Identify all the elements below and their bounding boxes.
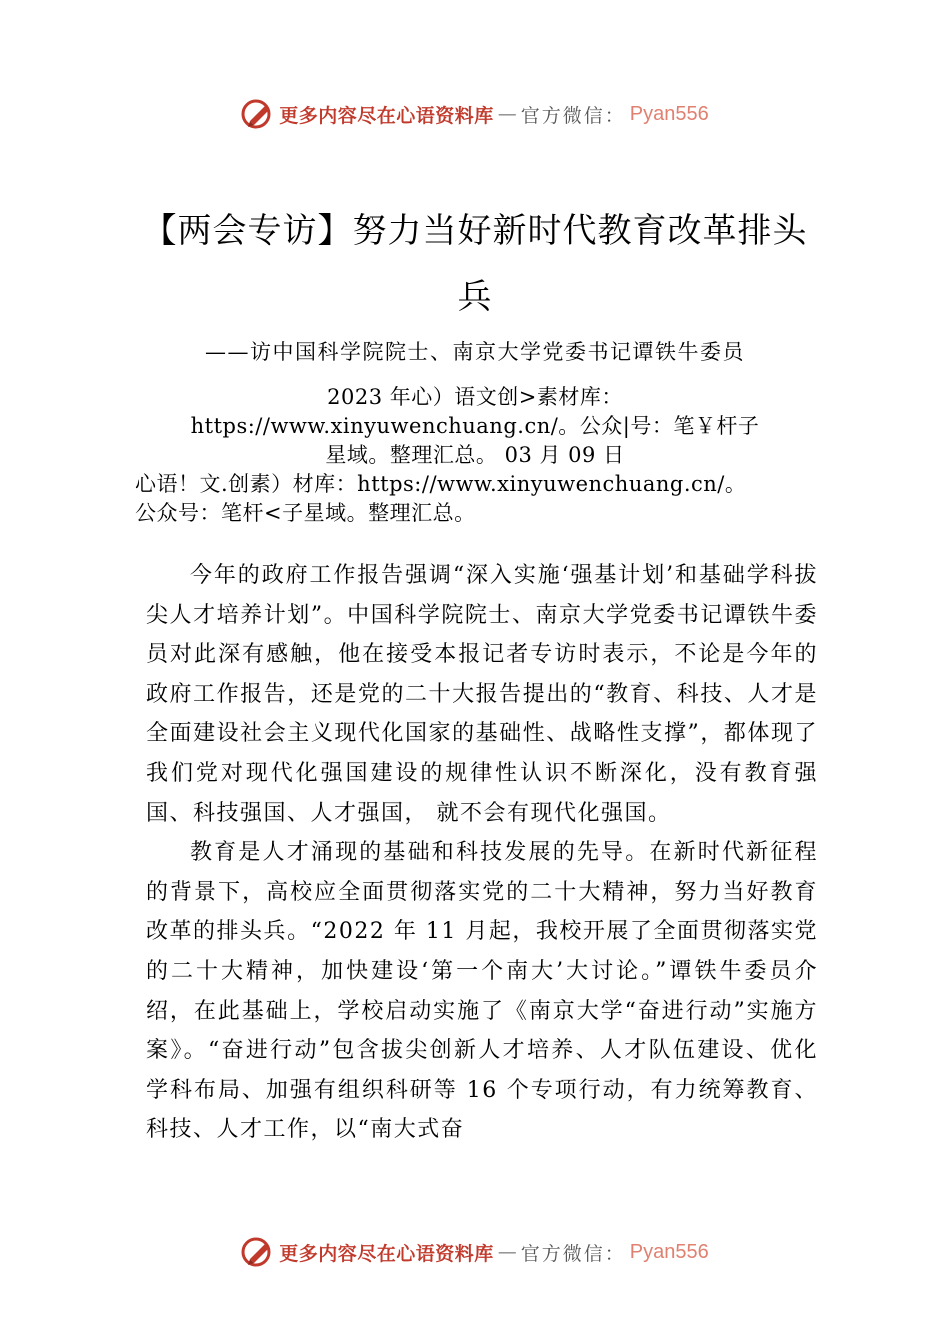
pen-logo-icon bbox=[241, 97, 275, 131]
article-body bbox=[146, 556, 818, 1150]
watermark-wechat-id: Pyan556 bbox=[629, 1240, 709, 1263]
paragraph: 教育是人才涌现的基础和科技发展的先导。在新时代新征程的背景下，高校应全面贯彻落实党的二十大精神，努力当好教育改革的排头兵。“2022 年 11 月起，我校开展了全面贯彻落实党的二十大精神，加快建设‘第一个南大’大讨论。”谭铁牛委员介绍，在此基础上，学校启动实施了《南京大学“奋进行动”实施方案》。“奋进行动”包含拔尖创新人才培养、人才队伍建设、优化学科布局、加强有组织科研等 16 个专项行动，有力统筹教育、科技、人才工作，以“南大式奋 bbox=[146, 840, 818, 1143]
pen-logo-icon bbox=[241, 1235, 275, 1269]
watermark-wechat-id: Pyan556 bbox=[629, 102, 709, 125]
watermark-wechat-label: 官方微信： bbox=[520, 104, 626, 127]
source-line: 心语！文.创素）材库：https://www.xinyuwenchuang.cn/。 bbox=[135, 472, 747, 496]
watermark-dash: — bbox=[497, 1241, 517, 1263]
header-watermark bbox=[0, 94, 950, 134]
source-info bbox=[135, 383, 815, 528]
footer-watermark bbox=[0, 1232, 950, 1272]
source-line: 2023 年心）语文创>素材库： bbox=[327, 385, 623, 409]
watermark-dash: — bbox=[497, 103, 517, 125]
watermark-wechat-label: 官方微信： bbox=[520, 1242, 626, 1265]
paragraph: 今年的政府工作报告强调“深入实施‘强基计划’和基础学科拔尖人才培养计划”。中国科学院院士、南京大学党委书记谭铁牛委员对此深有感触，他在接受本报记者专访时表示，不论是今年的政府工作报告，还是党的二十大报告提出的“教育、科技、人才是全面建设社会主义现代化国家的基础性、战略性支撑”，都体现了我们党对现代化强国建设的规律性认识不断深化，没有教育强国、科技强国、人才强国， 就不会有现代化强国。 bbox=[146, 563, 818, 826]
watermark-brand-text: 更多内容尽在心语资料库 bbox=[279, 1242, 494, 1265]
source-line: 公众号：笔杆<子星域。整理汇总。 bbox=[135, 501, 476, 525]
source-line: 星域。整理汇总。 03 月 09 日 bbox=[325, 443, 625, 467]
article-subtitle: ——访中国科学院院士、南京大学党委书记谭铁牛委员 bbox=[205, 340, 745, 364]
watermark-brand-text: 更多内容尽在心语资料库 bbox=[279, 104, 494, 127]
source-line: https://www.xinyuwenchuang.cn/。公众|号：笔￥杆子 bbox=[190, 414, 760, 438]
article-title: 【两会专访】努力当好新时代教育改革排头兵 bbox=[142, 211, 808, 317]
